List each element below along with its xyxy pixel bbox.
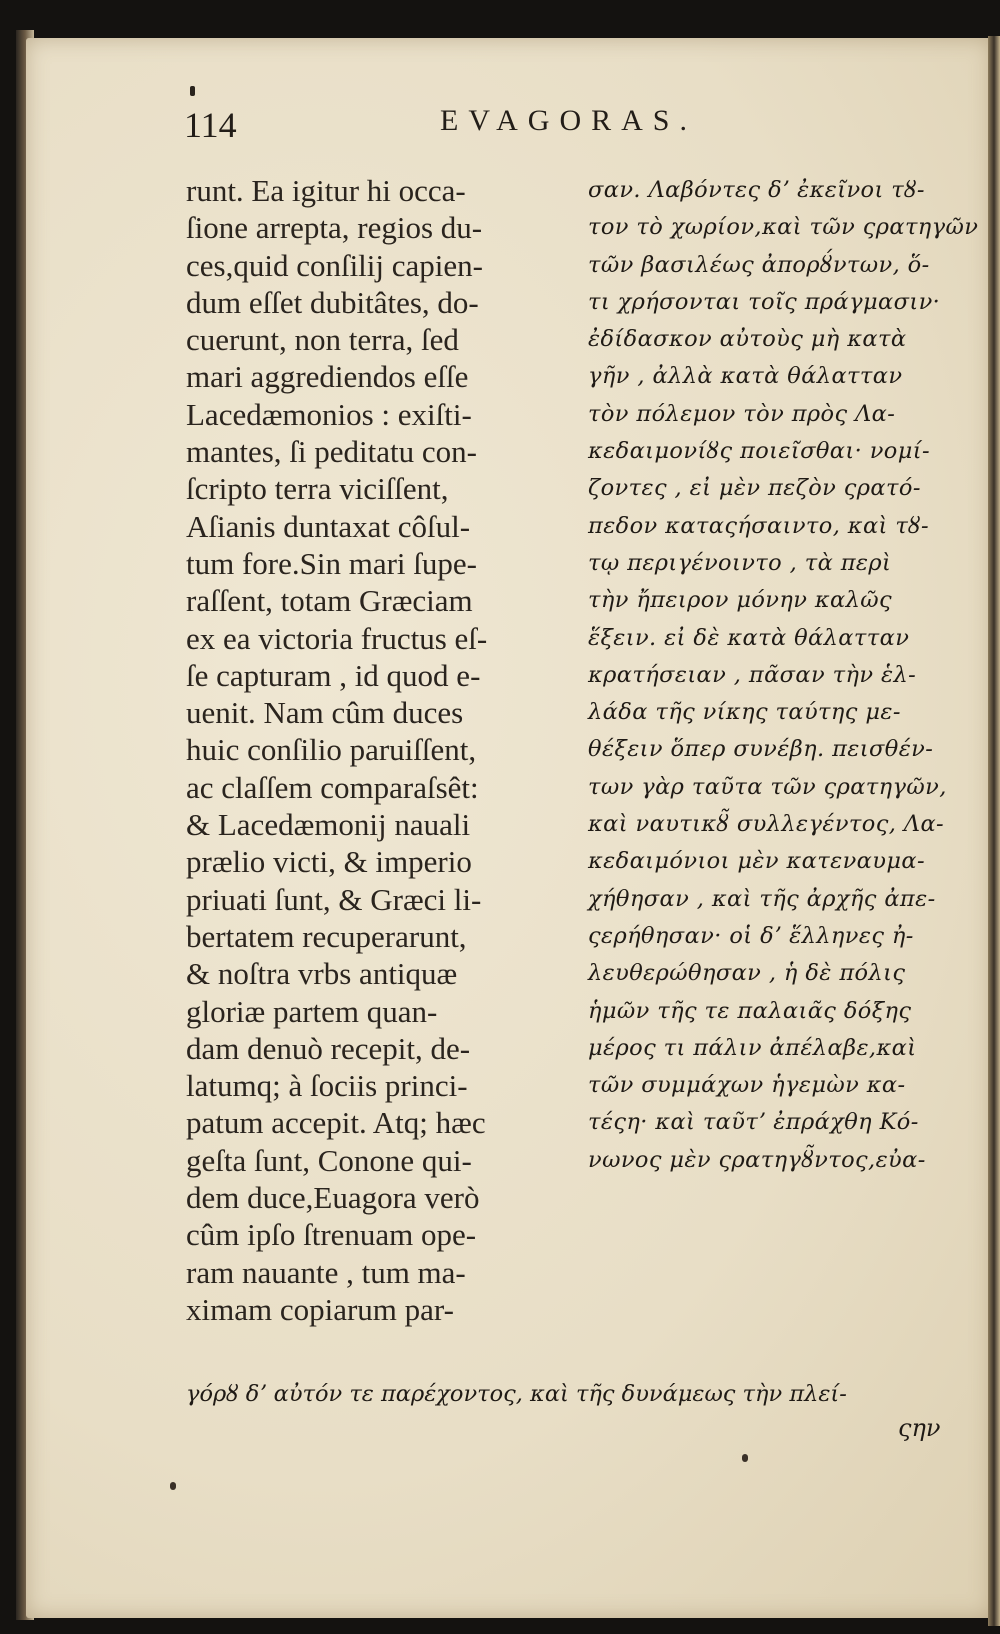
page-header [0,0,1000,150]
greek-text-line: τον τὸ χωρίον,καὶ τῶν ςρατηγῶν [588,214,979,241]
greek-text-line: τι χρήσονται τοῖς πράγμασιν· [588,288,941,315]
latin-text-line: tum fore.Sin mari ſupe- [186,545,477,581]
latin-text-line: ram nauante , tum ma- [186,1254,466,1290]
greek-text-line: θέξειν ὅπερ συνέβη. πεισθέν- [588,736,934,763]
ink-mark [190,86,195,96]
greek-text-line: ἕξειν. εἰ δὲ κατὰ θάλατταν [588,624,910,651]
greek-bottom-line: γόρȣ δʼ αὐτόν τε παρέχοντος, καὶ τῆς δυνάμεως τὴν πλεί- [186,1381,847,1407]
greek-text-line: τῶν συμμάχων ἡγεμὼν κα- [588,1072,906,1099]
greek-text-line: μέρος τι πάλιν ἀπέλαβε,καὶ [588,1034,917,1061]
latin-text-line: & noſtra vrbs antiquæ [186,956,458,992]
page-right-edge [988,36,1000,1626]
greek-text-line: τὸν πόλεμον τὸν πρὸς Λα- [588,400,896,427]
greek-text-line: ἐδίδασκον αὐτοὺς μὴ κατὰ [588,326,907,353]
ink-speck [170,1482,176,1490]
greek-text-line: καὶ ναυτικȣ̃ συλλεγέντος, Λα- [588,811,945,838]
latin-text-line: cuerunt, non terra, ſed [186,322,459,358]
latin-text-line: ac claſſem comparaſsêt: [186,769,479,805]
latin-text-line: ex ea victoria fructus eſ- [186,620,488,656]
latin-text-line: & Lacedæmonij nauali [186,807,471,843]
greek-text-line: λευθερώθησαν , ἡ δὲ πόλις [588,960,906,987]
catchword: ςην [898,1414,941,1442]
latin-text-line: Lacedæmonios : exiſti- [186,396,472,432]
latin-text-line: ces,quid conſilij capien- [186,247,483,283]
greek-text-line: των γὰρ ταῦτα τῶν ςρατηγῶν, [588,773,947,800]
greek-text-line: τῳ περιγένοιντο , τὰ περὶ [588,549,892,576]
latin-text-line: runt. Ea igitur hi occa- [186,173,466,208]
latin-text-line: latumq; à ſociis princi- [186,1068,468,1104]
latin-text-line: bertatem recuperarunt, [186,918,467,954]
greek-text-line: κεδαιμόνιοι μὲν κατεναυμα- [588,848,925,875]
latin-text-line: raſſent, totam Græciam [186,583,473,619]
greek-text-line: χήθησαν , καὶ τῆς ἀρχῆς ἀπε- [588,885,936,912]
latin-text-line: ſcripto terra viciſſent, [186,471,449,507]
greek-column [588,172,979,1179]
greek-text-line: ζοντες , εἰ μὲν πεζὸν ςρατό- [588,475,921,502]
greek-text-line: κεδαιμονίȣς ποιεῖσθαι· νομί- [588,438,930,465]
page-number: 114 [184,105,237,145]
latin-text-line: mantes, ſi peditatu con- [186,434,477,470]
latin-text-line: ximam copiarum par- [186,1291,454,1327]
latin-text-line: Aſianis duntaxat côſul- [186,508,471,544]
latin-text-line: gloriæ partem quan- [186,993,438,1029]
latin-text-line: patum accepit. Atq; hæc [186,1105,486,1141]
latin-text-line: ſione arrepta, regios du- [186,210,483,246]
latin-text-line: uenit. Nam cûm duces [186,695,464,731]
latin-text-line: priuati ſunt, & Græci li- [186,881,482,917]
latin-text-line: cûm ipſo ſtrenuam ope- [186,1217,477,1253]
greek-text-line: νωνος μὲν ςρατηγȣ̃ντος,εὐα- [588,1146,926,1173]
greek-text-line: ἡμῶν τῆς τε παλαιᾶς δόξης [588,997,912,1024]
greek-text-line: λάδα τῆς νίκης ταύτης με- [588,699,901,726]
greek-text-line: τῶν βασιλέως ἀπορȣ́ντων, ὅ- [588,251,930,278]
greek-text-line: πεδον καταςήσαιντο, καὶ τȣ- [588,512,930,539]
latin-text-line: dem duce,Euagora verò [186,1180,480,1216]
latin-text-line: ſe capturam , id quod e- [186,657,481,693]
latin-text-line: huic conſilio paruiſſent, [186,732,477,768]
latin-text-line: dam denuò recepit, de- [186,1030,471,1066]
greek-text-line: τὴν ἤπειρον μόνην καλῶς [588,587,893,614]
latin-text-line: geſta ſunt, Conone qui- [186,1142,472,1178]
running-title: EVAGORAS. [440,104,697,137]
greek-text-line: σαν. Λαβόντες δʼ ἐκεῖνοι τȣ- [588,177,925,203]
greek-text-line: γῆν , ἀλλὰ κατὰ θάλατταν [588,363,903,390]
greek-text-line: τέςη· καὶ ταῦτʼ ἐπράχθη Κό- [588,1109,919,1136]
greek-text-line: ςερήθησαν· οἱ δʼ ἕλληνες ἠ- [588,922,914,949]
latin-text-line: mari aggrediendos eſſe [186,359,469,395]
latin-text-line: dum eſſet dubitâtes, do- [186,284,479,320]
greek-text-line: κρατήσειαν , πᾶσαν τὴν ἑλ- [588,661,917,688]
ink-speck [742,1454,748,1462]
latin-column [186,172,556,1328]
latin-text-line: prælio victi, & imperio [186,844,472,880]
